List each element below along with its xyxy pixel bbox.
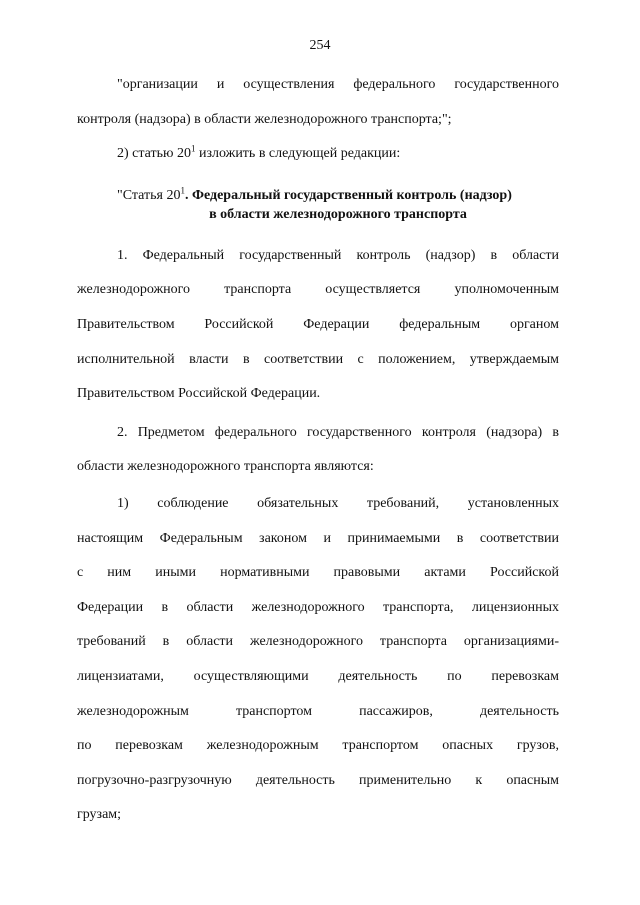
paragraph-line: 1) соблюдение обязательных требований, установленных [117,495,559,511]
paragraph-line: по перевозкам железнодорожным транспортом опасных грузов, [77,738,559,754]
paragraph-amendment-instruction [77,137,559,172]
paragraph-line: железнодорожного транспорта осуществляется уполномоченным [77,282,559,298]
paragraph-line: Правительством Российской Федерации. [77,386,321,402]
paragraph-line: "организации и осуществления федерального государственного [117,77,559,92]
paragraph-line: Федерации в области железнодорожного транспорта, лицензионных [77,599,559,615]
paragraph-line: 1. Федеральный государственный контроль (надзор) в области [117,247,559,263]
paragraph-line: 2. Предметом федерального государственного контроля (надзора) в [117,424,559,440]
superscript: 1 [180,185,185,196]
paragraph-line: лицензиатами, осуществляющими деятельность по перевозкам [77,668,559,684]
superscript: 1 [190,143,196,154]
paragraph-line: области железнодорожного транспорта являются: [77,459,374,475]
article-heading-line [77,186,559,205]
article-label: "Статья 20 [117,187,181,203]
paragraph-line: грузам; [77,807,122,823]
paragraph-line: требований в области железнодорожного транспорта организациями- [77,634,559,650]
text-span: 2) статью 20 [117,146,191,162]
article-title-line2: в области железнодорожного транспорта [209,206,467,222]
article-heading [77,172,559,239]
paragraph-line: контроля (надзора) в области железнодорожного транспорта;"; [77,111,452,127]
article-dot: . [184,187,192,203]
paragraph-line: настоящим Федеральным законом и принимаемыми в соответствии [77,530,559,546]
text-span: изложить в следующей редакции: [195,146,401,162]
paragraph-line: Правительством Российской Федерации федеральным органом [77,316,559,332]
paragraph-line: железнодорожным транспортом пассажиров, деятельность [77,703,559,719]
page-number: 254 [309,38,331,53]
document-body [77,68,559,833]
paragraph-line: исполнительной власти в соответствии с положением, утверждаемым [77,351,559,367]
paragraph-line: с ним иными нормативными правовыми актами Российской [77,565,559,581]
article-title-line1: Федеральный государственный контроль (надзор) [191,187,512,203]
paragraph-line: погрузочно-разгрузочную деятельность применительно к опасным [77,772,559,788]
